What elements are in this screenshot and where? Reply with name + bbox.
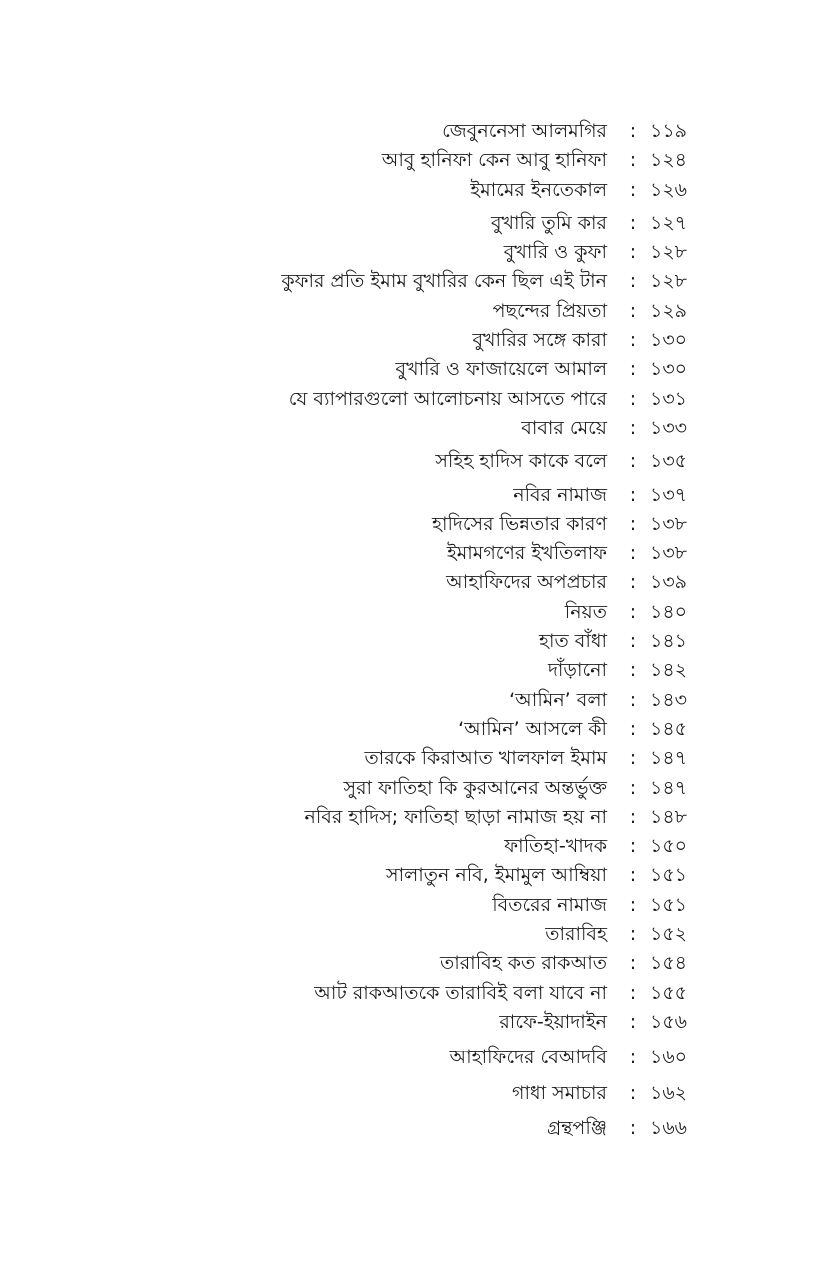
toc-entry: [0, 267, 825, 296]
toc-entry-title: ‘আমিন’ আসলে কী: [458, 717, 607, 740]
toc-entry: [0, 176, 825, 205]
toc-entry-title: হাদিসের ভিন্নতার কারণ: [431, 512, 607, 535]
toc-separator: :: [629, 923, 637, 946]
toc-entry-page: ১৪৭: [650, 776, 688, 799]
toc-separator: :: [629, 952, 637, 975]
toc-separator: :: [629, 329, 637, 352]
toc-separator: :: [629, 981, 637, 1004]
toc-entry-page: ১৪৫: [650, 717, 687, 740]
toc-entry-page: ১২৮: [650, 241, 688, 264]
toc-entry: [0, 1079, 825, 1108]
toc-entry-page: ১৪৮: [650, 805, 687, 828]
toc-entry: [0, 715, 825, 744]
toc-entry: [0, 891, 825, 920]
toc-entry: [0, 447, 825, 476]
toc-entry-title: আহাফিদের অপপ্রচার: [446, 571, 607, 594]
toc-entry: [0, 744, 825, 773]
toc-entry-page: ১৩৭: [650, 483, 688, 506]
toc-entry: [0, 510, 825, 539]
toc-entry-title: সহিহ হাদিস কাকে বলে: [435, 450, 607, 473]
toc-entry-title: গাধা সমাচার: [512, 1081, 607, 1104]
toc-entry-page: ১২৯: [650, 299, 688, 322]
toc-entry-page: ১২৭: [650, 211, 688, 234]
toc-entry-title: বাবার মেয়ে: [521, 416, 607, 439]
toc-separator: :: [629, 270, 637, 293]
toc-separator: :: [629, 688, 637, 711]
toc-entry: [0, 774, 825, 803]
toc-entry-title: ইমামের ইনতেকাল: [470, 178, 607, 201]
toc-entry: [0, 949, 825, 978]
toc-entry: [0, 117, 825, 146]
toc-entry-title: তারকে কিরাআত খালফাল ইমাম: [364, 747, 607, 770]
toc-entry-title: ইমামগণের ইখতিলাফ: [446, 542, 607, 565]
toc-entry-title: বুখারির সঙ্গে কারা: [472, 329, 607, 352]
toc-entry-page: ১৩৯: [650, 571, 688, 594]
toc-entry-title: সুরা ফাতিহা কি কুরআনের অন্তর্ভুক্ত: [343, 776, 607, 799]
toc-entry: [0, 598, 825, 627]
toc-entry-title: আবু হানিফা কেন আবু হানিফা: [381, 149, 607, 172]
toc-entry-page: ১৩১: [650, 387, 688, 410]
toc-entry-page: ১২৬: [650, 178, 688, 201]
toc-entry: [0, 832, 825, 861]
toc-separator: :: [629, 1081, 637, 1104]
toc-entry-title: বিতরের নামাজ: [492, 893, 607, 916]
toc-entry-page: ১৫৬: [650, 1010, 688, 1033]
toc-separator: :: [629, 211, 637, 234]
toc-entry: [0, 568, 825, 597]
toc-entry-page: ১৫৫: [650, 981, 687, 1004]
toc-entry-page: ১২৪: [650, 149, 688, 172]
toc-separator: :: [629, 299, 637, 322]
toc-entry-title: ফাতিহা-খাদক: [504, 835, 607, 858]
toc-entry-page: ১৪৩: [650, 688, 688, 711]
toc-entry-page: ১৫১: [650, 893, 687, 916]
toc-separator: :: [629, 864, 637, 887]
toc-entry-page: ১৫২: [650, 923, 688, 946]
toc-separator: :: [629, 120, 637, 142]
toc-entry-page: ১১৯: [650, 120, 687, 142]
toc-entry: [0, 385, 825, 414]
toc-separator: :: [629, 1010, 637, 1033]
toc-entry: [0, 627, 825, 656]
toc-separator: :: [629, 571, 637, 594]
toc-separator: :: [629, 835, 637, 858]
toc-entry-page: ১৬২: [650, 1081, 688, 1104]
toc-entry: [0, 656, 825, 685]
toc-entry: [0, 414, 825, 443]
toc-entry-page: ১৫৪: [650, 952, 687, 975]
toc-entry-title: পছন্দের প্রিয়তা: [492, 299, 607, 322]
toc-entry: [0, 1114, 825, 1143]
toc-entry-title: নিয়ত: [564, 600, 607, 623]
toc-entry: [0, 686, 825, 715]
toc-entry: [0, 539, 825, 568]
toc-entry-title: কুফার প্রতি ইমাম বুখারির কেন ছিল এই টান: [281, 270, 607, 293]
toc-entry-page: ১৪৭: [650, 747, 688, 770]
toc-entry-title: ‘আমিন’ বলা: [509, 688, 607, 711]
toc-entry-title: নবির হাদিস; ফাতিহা ছাড়া নামাজ হয় না: [304, 805, 607, 828]
toc-separator: :: [629, 776, 637, 799]
toc-entry: [0, 297, 825, 326]
toc-entry-page: ১৫১: [650, 864, 687, 887]
table-of-contents: [0, 117, 825, 1143]
toc-separator: :: [629, 241, 637, 264]
toc-entry-title: নবির নামাজ: [513, 483, 607, 506]
toc-entry-page: ১৩০: [650, 329, 688, 352]
toc-separator: :: [629, 450, 637, 473]
toc-entry-page: ১৪০: [650, 600, 688, 623]
toc-entry-title: বুখারি ও কুফা: [503, 241, 607, 264]
toc-entry: [0, 146, 825, 175]
toc-entry: [0, 481, 825, 510]
toc-separator: :: [629, 1046, 637, 1069]
toc-entry-page: ১৪১: [650, 630, 687, 653]
toc-separator: :: [629, 600, 637, 623]
toc-separator: :: [629, 717, 637, 740]
toc-separator: :: [629, 805, 637, 828]
toc-entry-page: ১৩৫: [650, 450, 688, 473]
toc-entry: [0, 355, 825, 384]
toc-entry-page: ১২৮: [650, 270, 688, 293]
toc-entry: [0, 326, 825, 355]
toc-entry-page: ১৩০: [650, 358, 688, 381]
toc-separator: :: [629, 358, 637, 381]
toc-entry: [0, 1008, 825, 1037]
toc-entry-title: জেবুননেসা আলমগির: [442, 120, 607, 142]
toc-entry-title: বুখারি ও ফাজায়েলে আমাল: [395, 358, 607, 381]
toc-entry-title: সালাতুন নবি, ইমামুল আম্বিয়া: [386, 864, 607, 887]
toc-entry: [0, 979, 825, 1008]
toc-separator: :: [629, 416, 637, 439]
toc-separator: :: [629, 483, 637, 506]
toc-separator: :: [629, 178, 637, 201]
toc-entry-page: ১৩৩: [650, 416, 688, 439]
toc-entry-title: রাফে-ইয়াদাইন: [499, 1010, 607, 1033]
toc-separator: :: [629, 1116, 637, 1139]
toc-separator: :: [629, 512, 637, 535]
toc-entry: [0, 209, 825, 238]
toc-entry-page: ১৩৮: [650, 542, 688, 565]
toc-entry-title: আট রাকআতকে তারাবিই বলা যাবে না: [314, 981, 607, 1004]
toc-separator: :: [629, 542, 637, 565]
toc-separator: :: [629, 659, 637, 682]
toc-entry-title: বুখারি তুমি কার: [490, 211, 607, 234]
toc-separator: :: [629, 893, 637, 916]
toc-entry-page: ১৪২: [650, 659, 688, 682]
toc-entry-page: ১৩৮: [650, 512, 688, 535]
toc-entry: [0, 1043, 825, 1072]
toc-separator: :: [629, 387, 637, 410]
toc-entry-title: হাত বাঁধা: [538, 630, 607, 653]
toc-separator: :: [629, 630, 637, 653]
toc-separator: :: [629, 747, 637, 770]
toc-entry-title: দাঁড়ানো: [547, 659, 607, 682]
toc-entry: [0, 920, 825, 949]
toc-entry-title: যে ব্যাপারগুলো আলোচনায় আসতে পারে: [288, 387, 607, 410]
toc-entry-page: ১৬৬: [650, 1116, 688, 1139]
toc-entry: [0, 238, 825, 267]
toc-entry-page: ১৬০: [650, 1046, 688, 1069]
toc-entry: [0, 803, 825, 832]
toc-entry-page: ১৫০: [650, 835, 688, 858]
toc-entry-title: গ্রন্থপঞ্জি: [546, 1116, 607, 1139]
toc-entry-title: তারাবিহ: [545, 923, 607, 946]
toc-entry: [0, 861, 825, 890]
toc-separator: :: [629, 149, 637, 172]
toc-entry-title: তারাবিহ কত রাকআত: [439, 952, 607, 975]
toc-entry-title: আহাফিদের বেআদবি: [449, 1046, 607, 1069]
